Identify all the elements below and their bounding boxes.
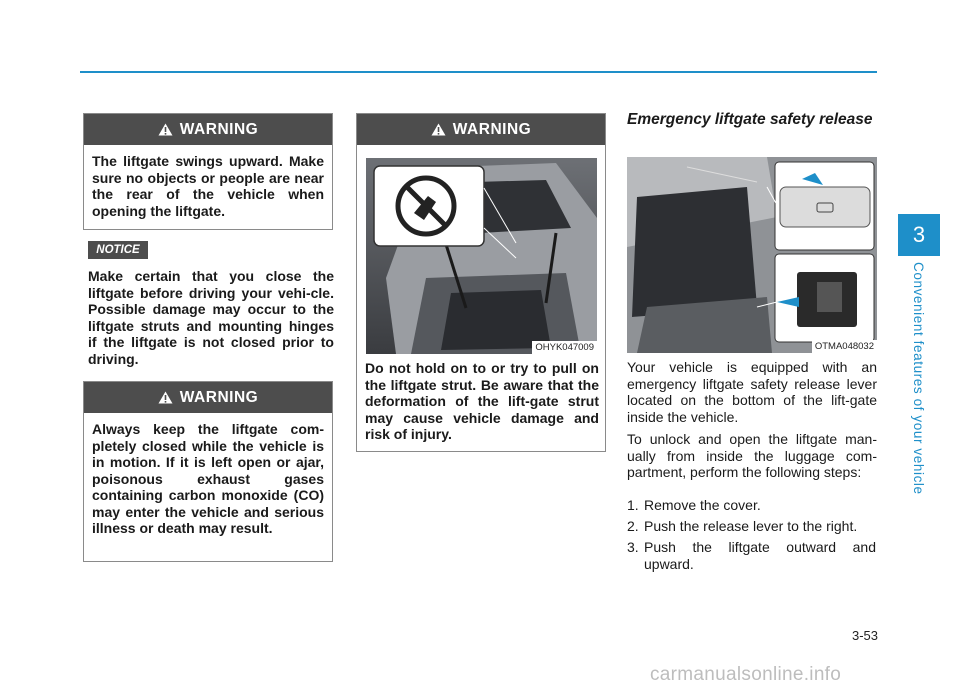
watermark: carmanualsonline.info: [650, 664, 842, 685]
header-rule: [80, 71, 877, 73]
strut-illustration: [366, 158, 597, 354]
step-1: [627, 497, 877, 514]
warning-triangle-icon: [158, 391, 173, 404]
notice-badge: NOTICE: [88, 241, 148, 259]
step-3: [627, 539, 877, 572]
warning-box-liftgate-swing: [83, 113, 333, 230]
warning-label: WARNING: [179, 120, 259, 138]
warning-header: [84, 382, 332, 413]
step-number: 3.: [627, 539, 639, 555]
warning-triangle-icon: [158, 123, 173, 136]
notice-text: Make certain that you close the liftgate before driving your vehi-cle. Possible damage may occur to the liftgate struts and mounting hinges if the liftgate is not closed prior to driving.: [88, 268, 334, 367]
step-text: Push the liftgate outward and upward.: [644, 539, 876, 572]
warning-text: Do not hold on to or try to pull on the liftgate strut. Be aware that the deformation of the lift-gate strut may cause vehicle damage and risk of injury.: [365, 360, 599, 442]
paragraph-2: To unlock and open the liftgate man-ually from inside the luggage com-partment, perform the following steps:: [627, 431, 877, 480]
warning-header: [357, 114, 605, 145]
page-number: 3-53: [851, 628, 878, 643]
step-2: [627, 518, 877, 535]
warning-text: The liftgate swings upward. Make sure no objects or people are near the rear of the vehicle when opening the liftgate.: [92, 153, 324, 219]
step-text: Remove the cover.: [644, 497, 761, 513]
step-text: Push the release lever to the right.: [644, 518, 858, 534]
chapter-tab: 3: [898, 214, 940, 256]
release-illustration: [627, 157, 877, 353]
warning-label: WARNING: [179, 388, 259, 406]
warning-box-keep-closed: [83, 381, 333, 562]
warning-label: WARNING: [452, 120, 532, 138]
warning-header: [84, 114, 332, 145]
section-title: Emergency liftgate safety release: [627, 111, 873, 128]
image-caption: OTMA048032: [812, 340, 877, 353]
step-number: 1.: [627, 497, 639, 513]
chapter-title: Convenient features of your vehicle: [911, 262, 926, 495]
warning-triangle-icon: [431, 123, 446, 136]
image-caption: OHYK047009: [532, 341, 597, 354]
step-number: 2.: [627, 518, 639, 534]
paragraph-1: Your vehicle is equipped with an emergency liftgate safety release lever located on the bottom of the lift-gate inside the vehicle.: [627, 359, 877, 425]
warning-box-strut: [356, 113, 606, 452]
warning-text: Always keep the liftgate com-pletely closed while the vehicle is in motion. If it is left open or ajar, poisonous exhaust gases containing carbon monoxide (CO) may enter the vehicle and serious illness or death may result.: [92, 421, 324, 536]
